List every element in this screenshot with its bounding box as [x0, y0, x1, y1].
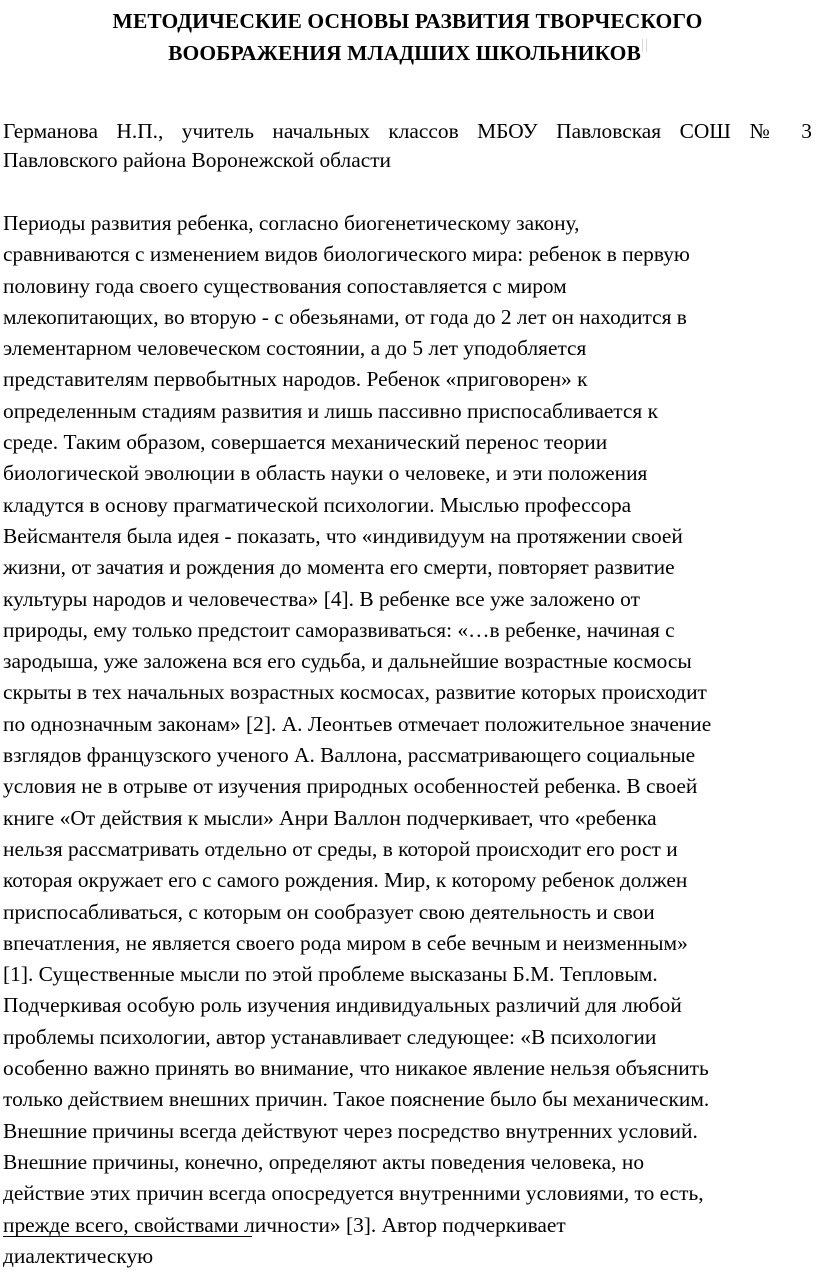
- body-line: особенно важно принять во внимание, что никакое явление нельзя объяснить: [3, 1056, 709, 1081]
- body-line: проблемы психологии, автор устанавливает следующее: «В психологии: [3, 1024, 657, 1049]
- body-line: биологической эволюции в область науки о человеке, и эти положения: [3, 461, 648, 486]
- footnote-reference-mark: [642, 39, 647, 52]
- body-line: природы, ему только предстоит саморазвиваться: «…в ребенке, начиная с: [3, 617, 675, 642]
- body-line: зародыша, уже заложена вся его судьба, и дальнейшие возрастные космосы: [3, 649, 692, 674]
- body-line: приспосабливаться, с которым он сообразует свою деятельность и свои: [3, 899, 655, 924]
- author-line-2: Павловского района Воронежской области: [3, 148, 391, 172]
- body-line: нельзя рассматривать отдельно от среды, в которой происходит его рост и: [3, 836, 678, 861]
- footnote-separator: [3, 1236, 252, 1237]
- document-title: [3, 0, 812, 69]
- body-line: диалектическую: [3, 1243, 154, 1268]
- title-line-2-text: ВООБРАЖЕНИЯ МЛАДШИХ ШКОЛЬНИКОВ: [168, 41, 641, 65]
- body-paragraph: [3, 208, 812, 1272]
- body-line: скрыты в тех начальных возрастных космосах, развитие которых происходит: [3, 680, 707, 705]
- body-line: среде. Таким образом, совершается механический перенос теории: [3, 430, 608, 455]
- body-line: половину года своего существования сопоставляется с миром: [3, 273, 567, 298]
- title-line-1: МЕТОДИЧЕСКИЕ ОСНОВЫ РАЗВИТИЯ ТВОРЧЕСКОГО: [112, 9, 703, 33]
- body-line: сравниваются с изменением видов биологического мира: ребенок в первую: [3, 242, 690, 267]
- body-line: условия не в отрыве от изучения природных особенностей ребенка. В своей: [3, 774, 698, 799]
- body-line: Внешние причины всегда действуют через посредство внутренних условий.: [3, 1118, 698, 1143]
- body-line: только действием внешних причин. Такое пояснение было бы механическим.: [3, 1087, 710, 1112]
- body-line: определенным стадиям развития и лишь пассивно приспосабливается к: [3, 398, 658, 423]
- body-line: элементарном человеческом состоянии, а до 5 лет уподобляется: [3, 336, 587, 361]
- title-line-2: [3, 37, 812, 69]
- body-line: жизни, от зачатия и рождения до момента его смерти, повторяет развитие: [3, 555, 675, 580]
- body-line: [1]. Существенные мысли по этой проблеме высказаны Б.М. Тепловым.: [3, 962, 658, 987]
- author-line-1: Германова Н.П., учитель начальных классов МБОУ Павловская СОШ № 3: [3, 119, 812, 143]
- body-line: млекопитающих, во вторую - с обезьянами, от года до 2 лет он находится в: [3, 304, 687, 329]
- body-line: культуры народов и человечества» [4]. В ребенке все уже заложено от: [3, 586, 640, 611]
- body-line: по однозначным законам» [2]. А. Леонтьев отмечает положительное значение: [3, 711, 712, 736]
- body-line: представителям первобытных народов. Ребенок «приговорен» к: [3, 367, 588, 392]
- body-line: впечатления, не является своего рода миром в себе вечным и неизменным»: [3, 930, 688, 955]
- body-line: которая окружает его с самого рождения. Мир, к которому ребенок должен: [3, 868, 688, 893]
- body-line: взглядов французского ученого А. Валлона, рассматривающего социальные: [3, 743, 696, 768]
- body-line: Подчеркивая особую роль изучения индивидуальных различий для любой: [3, 993, 682, 1018]
- author-info: [3, 117, 812, 175]
- body-line: прежде всего, свойствами личности» [3]. Автор подчеркивает: [3, 1212, 566, 1237]
- body-line: Внешние причины, конечно, определяют акты поведения человека, но: [3, 1149, 645, 1174]
- body-line: Периоды развития ребенка, согласно биогенетическому закону,: [3, 211, 580, 235]
- body-line: Вейсмантеля была идея - показать, что «индивидуум на протяжении своей: [3, 523, 683, 548]
- body-line: действие этих причин всегда опосредуется внутренними условиями, то есть,: [3, 1181, 704, 1206]
- body-line: кладутся в основу прагматической психологии. Мыслью профессора: [3, 492, 632, 517]
- body-line: книге «От действия к мысли» Анри Валлон подчеркивает, что «ребенка: [3, 805, 657, 830]
